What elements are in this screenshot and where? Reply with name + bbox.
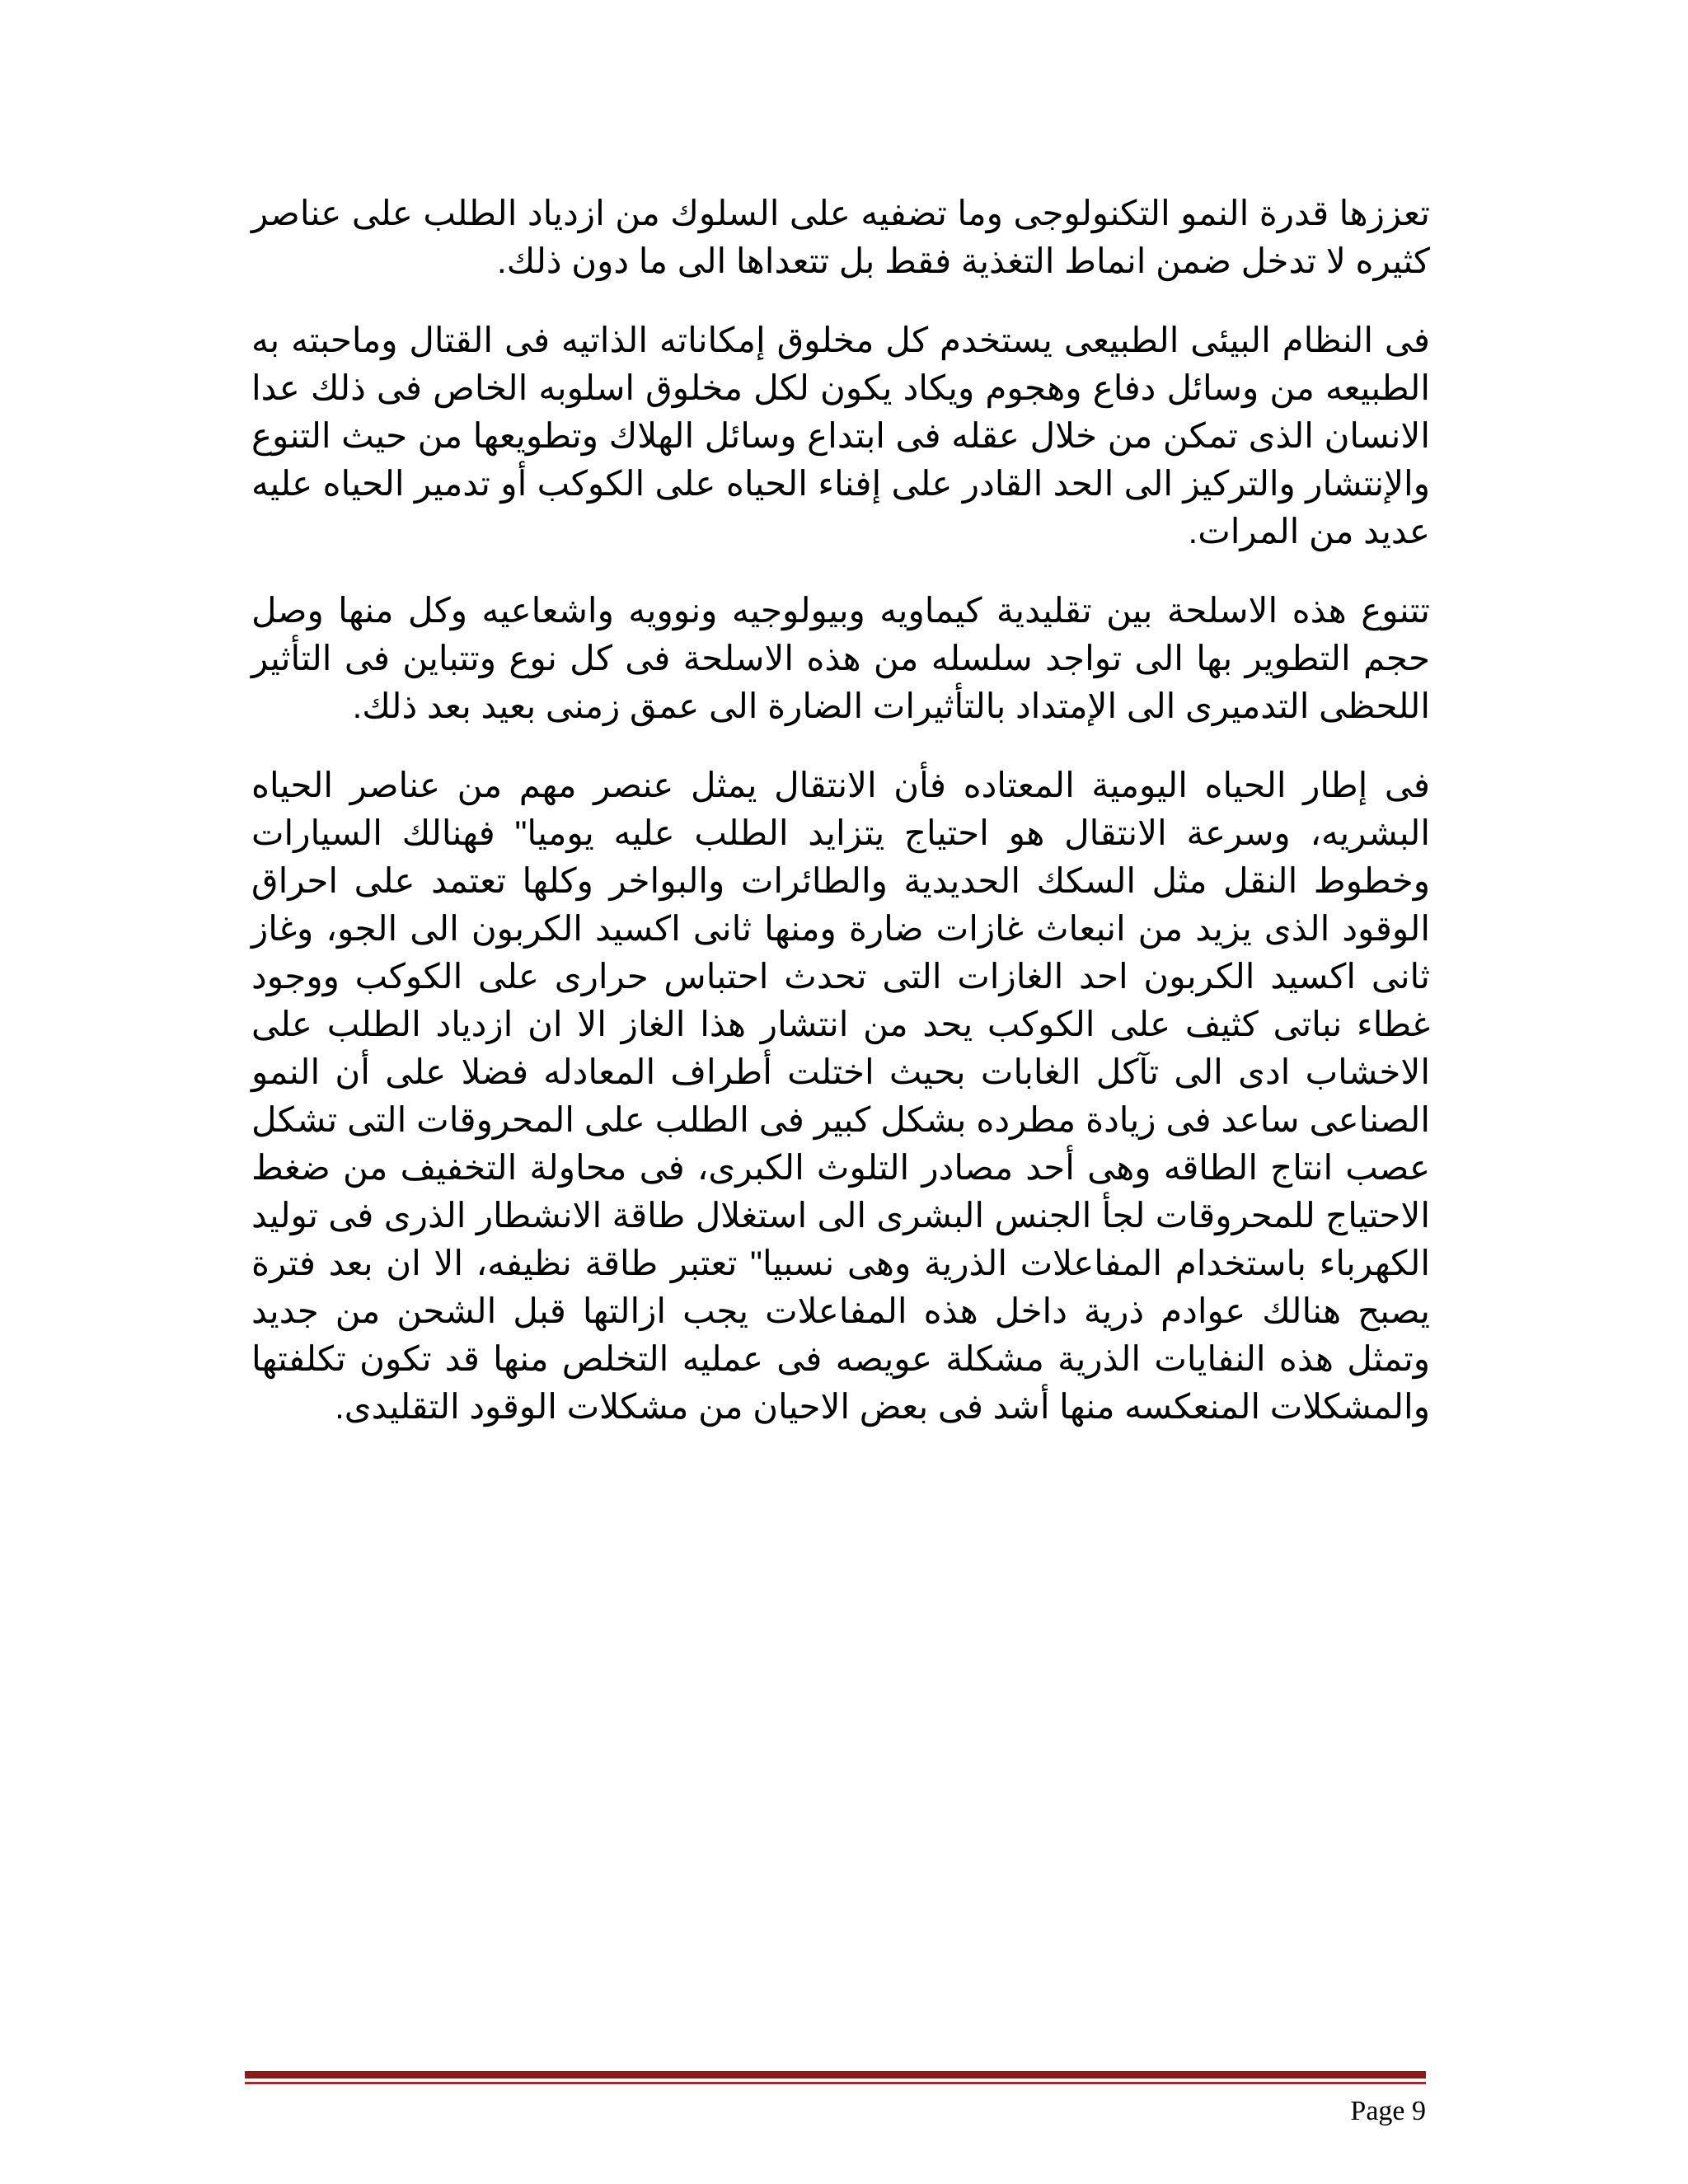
footer-rule-thin — [245, 2082, 1426, 2084]
page-body — [251, 190, 1430, 1462]
paragraph-4: فى إطار الحياه اليومية المعتاده فأن الانتقال يمثل عنصر مهم من عناصر الحياه البشريه، وسرعة الانتقال هو احتياج يتزايد الطلب عليه يوميا" فهنالك السيارات وخطوط النقل مثل السكك الحديدية والطائرات والبواخر وكلها تعتمد على احراق الوقود الذى يزيد من انبعاث غازات ضارة ومنها ثانى اكسيد الكربون الى الجو، وغاز ثانى اكسيد الكربون احد الغازات التى تحدث احتباس حرارى على الكوكب ووجود غطاء نباتى كثيف على الكوكب يحد من انتشار هذا الغاز الا ان ازدياد الطلب على الاخشاب ادى الى تآكل الغابات بحيث اختلت أطراف المعادله فضلا على أن النمو الصناعى ساعد فى زيادة مطرده بشكل كبير فى الطلب على المحروقات التى تشكل عصب انتاج الطاقه وهى أحد مصادر التلوث الكبرى، فى محاولة التخفيف من ضغط الاحتياج للمحروقات لجأ الجنس البشرى الى استغلال طاقة الانشطار الذرى فى توليد الكهرباء باستخدام المفاعلات الذرية وهى نسبيا" تعتبر طاقة نظيفه، الا ان بعد فترة يصبح هنالك عوادم ذرية داخل هذه المفاعلات يجب ازالتها قبل الشحن من جديد وتمثل هذه النفايات الذرية مشكلة عويصه فى عمليه التخلص منها قد تكون تكلفتها والمشكلات المنعكسه منها أشد فى بعض الاحيان من مشكلات الوقود التقليدى. — [251, 766, 1430, 1426]
paragraph-1: تعززها قدرة النمو التكنولوجى وما تضفيه على السلوك من ازدياد الطلب على عناصر كثيره لا تدخل ضمن انماط التغذية فقط بل تتعداها الى ما دون ذلك. — [251, 194, 1430, 280]
footer-rule-thick — [245, 2071, 1426, 2079]
paragraph-3: تتنوع هذه الاسلحة بين تقليدية كيماويه وبيولوجيه ونوويه واشعاعيه وكل منها وصل حجم التطوير بها الى تواجد سلسله من هذه الاسلحة فى كل نوع وتتباين فى التأثير اللحظى التدميرى الى الإمتداد بالتأثيرات الضارة الى عمق زمنى بعيد بعد ذلك. — [251, 591, 1430, 725]
page-number: Page 9 — [1350, 2096, 1426, 2126]
paragraph-2: فى النظام البيئى الطبيعى يستخدم كل مخلوق إمكاناته الذاتيه فى القتال وماحبته به الطبيعه من وسائل دفاع وهجوم ويكاد يكون لكل مخلوق اسلوبه الخاص فى ذلك عدا الانسان الذى تمكن من خلال عقله فى ابتداع وسائل الهلاك وتطويعها من حيث التنوع والإنتشار والتركيز الى الحد القادر على إفناء الحياه على الكوكب أو تدمير الحياه عليه عديد من المرات. — [251, 321, 1430, 551]
